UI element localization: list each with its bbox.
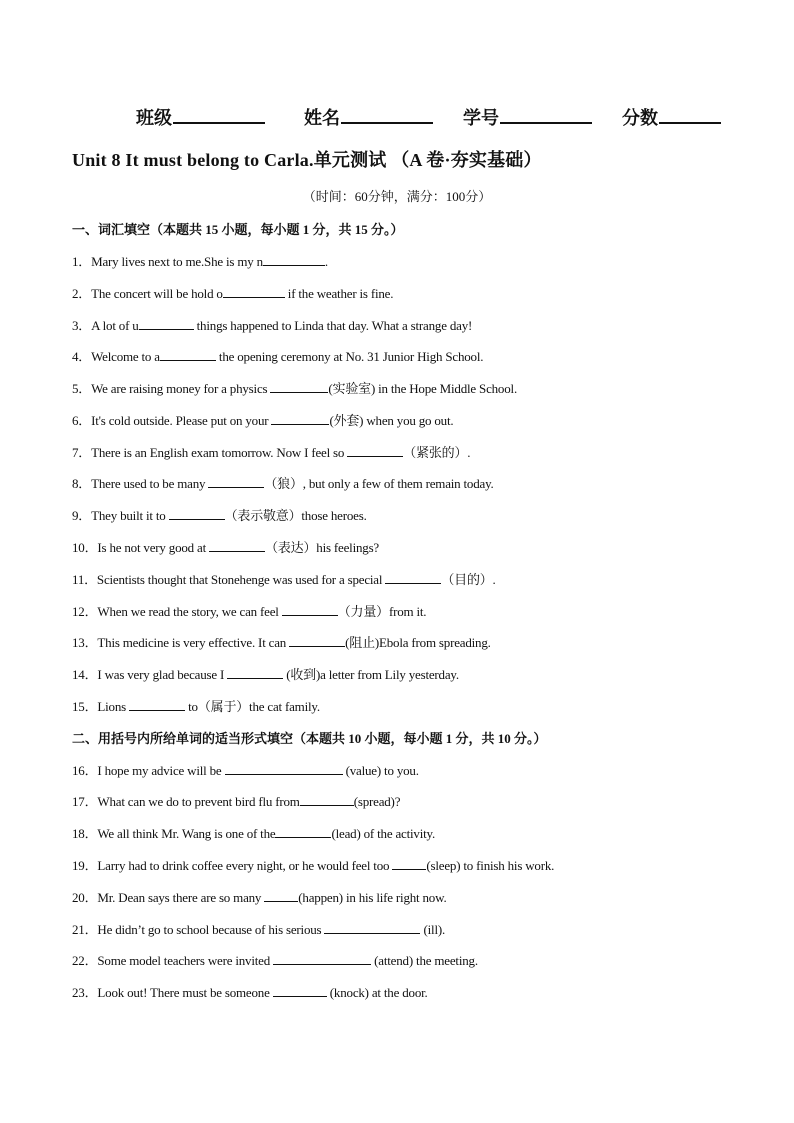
question-item xyxy=(72,855,554,874)
name-label: 姓名 xyxy=(304,108,340,128)
question-item xyxy=(72,410,453,429)
question-text-after: (sleep) to finish his work. xyxy=(426,858,555,873)
answer-blank[interactable] xyxy=(263,253,325,266)
answer-blank[interactable] xyxy=(324,921,420,934)
answer-blank[interactable] xyxy=(139,317,194,330)
question-text-after: （紧张的）. xyxy=(403,445,471,460)
question-text-before: Some model teachers were invited xyxy=(97,953,274,968)
answer-blank[interactable] xyxy=(273,952,371,965)
answer-blank[interactable] xyxy=(223,285,285,298)
question-item xyxy=(72,505,367,524)
question-item xyxy=(72,378,517,397)
student-info-row xyxy=(0,104,794,130)
answer-blank[interactable] xyxy=(227,666,283,679)
question-text-before: Mr. Dean says there are so many xyxy=(97,890,265,905)
question-text-after: (attend) the meeting. xyxy=(371,953,478,968)
question-number: 7． xyxy=(72,445,92,460)
question-number: 4． xyxy=(72,349,92,364)
question-text-before: Mary lives next to me.She is my n xyxy=(91,254,263,269)
answer-blank[interactable] xyxy=(129,698,185,711)
question-number: 15． xyxy=(72,699,98,714)
question-text-after: （力量）from it. xyxy=(337,604,427,619)
question-item xyxy=(72,601,426,620)
answer-blank[interactable] xyxy=(271,412,329,425)
answer-blank[interactable] xyxy=(300,793,354,806)
class-label: 班级 xyxy=(136,108,172,128)
question-number: 10． xyxy=(72,540,98,555)
answer-blank[interactable] xyxy=(169,507,225,520)
question-text-before: He didn’t go to school because of his serious xyxy=(97,922,325,937)
question-text-after: (happen) in his life right now. xyxy=(298,890,447,905)
question-number: 18． xyxy=(72,826,98,841)
question-number: 13． xyxy=(72,635,98,650)
question-number: 20． xyxy=(72,890,98,905)
answer-blank[interactable] xyxy=(208,475,264,488)
question-number: 5． xyxy=(72,381,92,396)
answer-blank[interactable] xyxy=(209,539,265,552)
name-field xyxy=(304,104,433,130)
question-item xyxy=(72,982,428,1001)
question-text-before: We all think Mr. Wang is one of the xyxy=(97,826,276,841)
question-item xyxy=(72,346,483,365)
question-text-after: things happened to Linda that day. What a strange day! xyxy=(193,318,473,333)
question-item xyxy=(72,473,494,492)
answer-blank[interactable] xyxy=(264,889,298,902)
answer-blank[interactable] xyxy=(289,634,345,647)
question-item xyxy=(72,760,419,779)
question-text-after: if the weather is fine. xyxy=(284,286,394,301)
name-blank[interactable] xyxy=(341,104,433,124)
answer-blank[interactable] xyxy=(160,348,216,361)
question-number: 8． xyxy=(72,476,92,491)
question-text-before: There is an English exam tomorrow. Now I feel so xyxy=(91,445,348,460)
question-text-after: （表达）his feelings? xyxy=(265,540,380,555)
question-item xyxy=(72,315,472,334)
question-text-after: (收到)a letter from Lily yesterday. xyxy=(283,667,459,682)
question-number: 1． xyxy=(72,254,92,269)
exam-subtitle: （时间：60分钟，满分：100分） xyxy=(302,189,492,204)
question-text-before: Scientists thought that Stonehenge was used for a special xyxy=(96,572,386,587)
question-text-before: There used to be many xyxy=(91,476,209,491)
student-id-field xyxy=(463,104,592,130)
question-number: 2． xyxy=(72,286,92,301)
question-text-after: . xyxy=(324,254,328,269)
question-text-before: This medicine is very effective. It can xyxy=(97,635,290,650)
class-blank[interactable] xyxy=(173,104,265,124)
question-text-before: We are raising money for a physics xyxy=(91,381,271,396)
question-item xyxy=(72,283,393,302)
question-text-before: A lot of u xyxy=(91,318,139,333)
question-number: 22． xyxy=(72,953,98,968)
answer-blank[interactable] xyxy=(270,380,328,393)
question-text-after: the opening ceremony at No. 31 Junior High School. xyxy=(215,349,484,364)
question-text-before: Welcome to a xyxy=(91,349,160,364)
question-text-before: Lions xyxy=(97,699,130,714)
question-item xyxy=(72,664,459,683)
question-text-after: (外套) when you go out. xyxy=(329,413,454,428)
question-text-before: I hope my advice will be xyxy=(97,763,225,778)
question-item xyxy=(72,251,328,270)
question-text-after: （狼）, but only a few of them remain today. xyxy=(264,476,494,491)
answer-blank[interactable] xyxy=(225,762,343,775)
question-number: 19． xyxy=(72,858,98,873)
question-text-before: Look out! There must be someone xyxy=(97,985,273,1000)
question-text-after: (ill). xyxy=(420,922,446,937)
answer-blank[interactable] xyxy=(273,984,327,997)
question-text-after: (实验室) in the Hope Middle School. xyxy=(328,381,517,396)
question-text-after: (lead) of the activity. xyxy=(331,826,436,841)
question-number: 9． xyxy=(72,508,92,523)
question-item xyxy=(72,919,445,938)
answer-blank[interactable] xyxy=(275,825,331,838)
question-item xyxy=(72,537,379,556)
exam-title: Unit 8 It must belong to Carla.单元测试 （A 卷·夯实基础） xyxy=(72,150,542,170)
student-id-blank[interactable] xyxy=(500,104,592,124)
answer-blank[interactable] xyxy=(392,857,426,870)
question-text-before: The concert will be hold o xyxy=(91,286,223,301)
score-blank[interactable] xyxy=(659,104,721,124)
question-text-before: Is he not very good at xyxy=(97,540,210,555)
question-text-before: I was very glad because I xyxy=(97,667,228,682)
question-number: 6． xyxy=(72,413,92,428)
question-item xyxy=(72,696,320,715)
question-item xyxy=(72,632,491,651)
score-label: 分数 xyxy=(622,108,658,128)
question-item xyxy=(72,823,435,842)
answer-blank[interactable] xyxy=(282,603,338,616)
question-text-before: What can we do to prevent bird flu from xyxy=(97,794,300,809)
question-number: 11． xyxy=(72,572,97,587)
answer-blank[interactable] xyxy=(385,571,441,584)
question-item xyxy=(72,442,470,461)
question-text-after: (spread)? xyxy=(353,794,401,809)
question-item xyxy=(72,569,496,588)
question-item xyxy=(72,950,478,969)
question-text-after: to（属于）the cat family. xyxy=(185,699,320,714)
class-field xyxy=(136,104,265,130)
question-text-after: (阻止)Ebola from spreading. xyxy=(345,635,491,650)
question-text-after: （目的）. xyxy=(441,572,496,587)
section-heading-2: 二、用括号内所给单词的适当形式填空（本题共 10 小题，每小题 1 分，共 10 分。） xyxy=(72,731,547,746)
question-number: 17． xyxy=(72,794,98,809)
question-number: 23． xyxy=(72,985,98,1000)
question-text-after: (knock) at the door. xyxy=(326,985,428,1000)
question-text-after: (value) to you. xyxy=(342,763,419,778)
question-number: 12． xyxy=(72,604,98,619)
section-heading-1: 一、词汇填空（本题共 15 小题，每小题 1 分，共 15 分。） xyxy=(72,222,404,237)
question-text-after: （表示敬意）those heroes. xyxy=(224,508,367,523)
question-number: 16． xyxy=(72,763,98,778)
question-item xyxy=(72,887,447,906)
answer-blank[interactable] xyxy=(347,444,403,457)
question-text-before: It's cold outside. Please put on your xyxy=(91,413,272,428)
question-text-before: Larry had to drink coffee every night, or he would feel too xyxy=(97,858,393,873)
question-text-before: They built it to xyxy=(91,508,169,523)
question-number: 14． xyxy=(72,667,98,682)
score-field xyxy=(622,104,721,130)
question-number: 21． xyxy=(72,922,98,937)
student-id-label: 学号 xyxy=(463,108,499,128)
question-number: 3． xyxy=(72,318,92,333)
question-text-before: When we read the story, we can feel xyxy=(97,604,282,619)
question-item xyxy=(72,791,400,810)
